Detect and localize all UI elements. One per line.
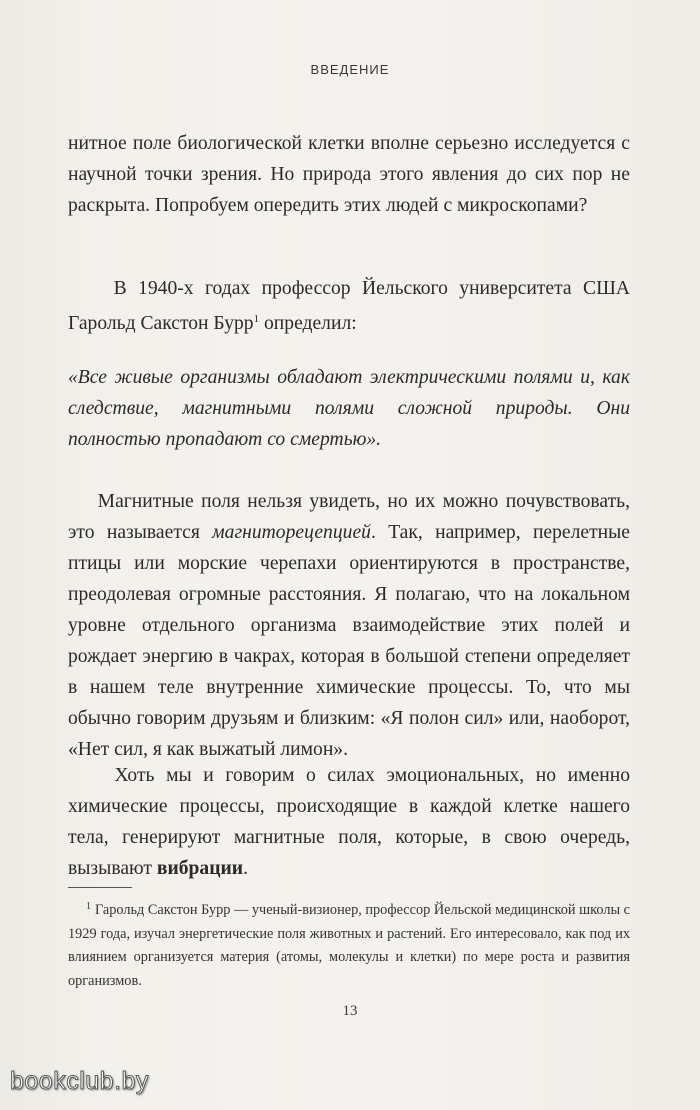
footnote-text: Гарольд Сакстон Бурр — ученый-визионер, профессор Йельской медицинской школы с 1929 года, изучал энергетические поля животных и растений. Его интересовало, как под их влиянием организуется материя (атомы, молекулы и клетки) по мере роста и развития организмов. <box>68 902 630 989</box>
paragraph-2 <box>68 273 630 339</box>
paragraph-3-text <box>68 486 630 765</box>
watermark: bookclub.by <box>10 1067 149 1095</box>
paragraph-1-text: нитное поле биологической клетки вполне серьезно исследуется с научной точки зрения. Но природа этого явления до сих пор не раскрыта. Попробуем опередить этих людей с микроскопами? <box>68 133 630 216</box>
paragraph-3 <box>68 486 630 765</box>
paragraph-2-text <box>68 273 630 339</box>
paragraph-4-end: . <box>243 858 248 879</box>
paragraph-4-text <box>68 760 630 884</box>
paragraph-4 <box>68 760 630 884</box>
paragraph-4-start: Хоть мы и говорим о силах эмоциональных, но именно химические процессы, происходящие в каждой клетке нашего тела, генерируют магнитные поля, которые, в свою очередь, вызывают <box>68 765 630 879</box>
paragraph-2-end: определил: <box>259 313 357 334</box>
page-number: 13 <box>342 1003 358 1019</box>
footnote <box>68 895 630 993</box>
paragraph-2-main: В 1940-х годах профессор Йельского университета США Гарольд Сакстон Бурр <box>68 278 630 334</box>
paragraph-3-start: Магнитные поля нельзя увидеть, но их можно почувствовать, это называется <box>68 491 631 543</box>
paragraph-3-end: . Так, например, перелетные птицы или морские черепахи ориентируются в пространстве, преодолевая огромные расстояния. Я полагаю, что на локальном уровне отдельного организма взаимодействие этих полей и рождает энергию в чакрах, которая в большой степени определяет в нашем теле внутренние химические процессы. То, что мы обычно говорим друзьям и близким: «Я полон сил» или, наоборот, «Нет сил, я как выжатый лимон». <box>68 522 630 760</box>
quote-block <box>68 362 630 455</box>
footnote-mark: 1 <box>86 901 91 912</box>
quote-text: «Все живые организмы обладают электрическими полями и, как следствие, магнитными полями сложной природы. Они полностью пропадают со смертью». <box>68 367 630 450</box>
running-head: ВВЕДЕНИЕ <box>310 62 390 77</box>
footnote-divider <box>68 887 132 888</box>
footnote-reference: 1 <box>253 313 260 325</box>
paragraph-1 <box>68 128 630 221</box>
paragraph-4-bold-term: вибрации <box>156 858 244 879</box>
paragraph-3-italic-term: магниторецепцией <box>212 522 371 543</box>
